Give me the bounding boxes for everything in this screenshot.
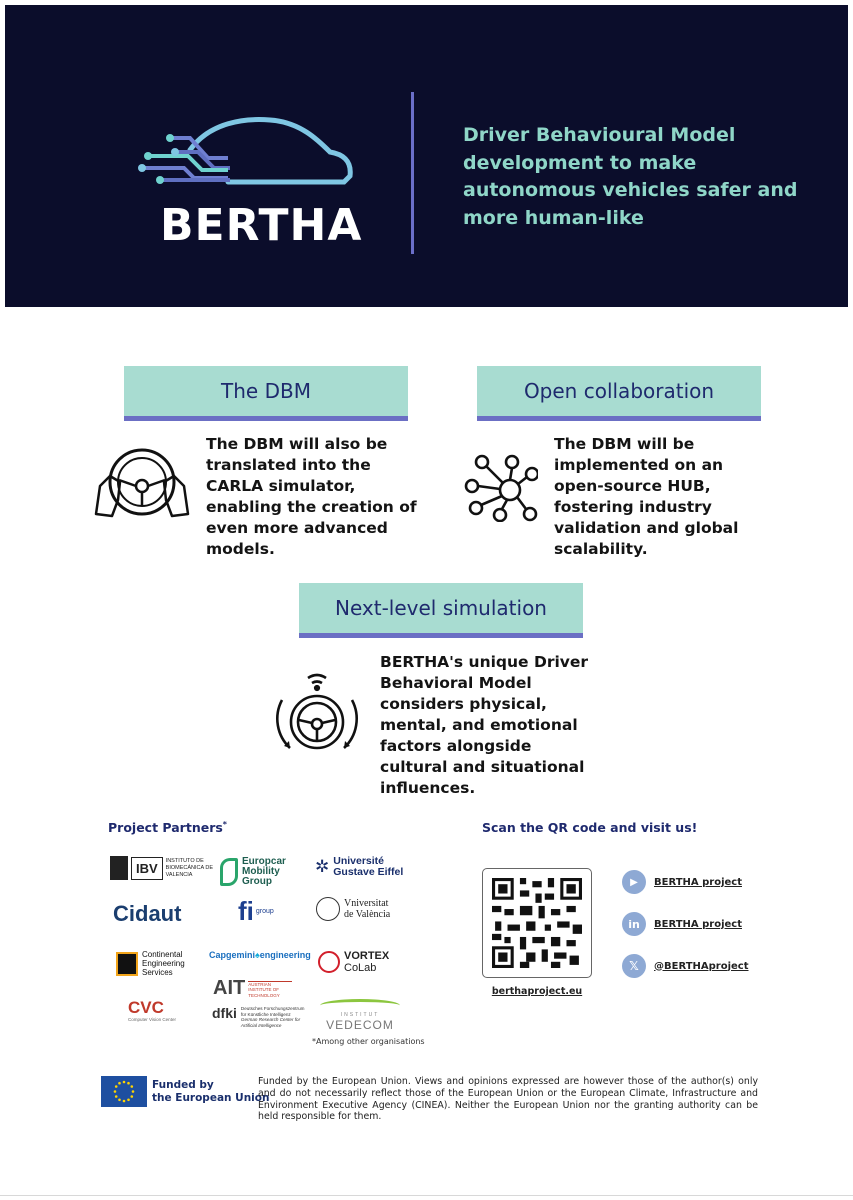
- continental-mark-icon: [116, 952, 138, 976]
- social-youtube-label: BERTHA project: [654, 876, 742, 888]
- capgemini-spade-icon: ♠: [255, 950, 260, 960]
- section-dbm-banner: [124, 366, 408, 421]
- partner-logo-vedecom: INSTITUT VEDECOM: [320, 999, 400, 1032]
- partners-footnote: *Among other organisations: [312, 1037, 425, 1046]
- section-dbm-title: The DBM: [221, 379, 311, 403]
- ibv-mark-icon: [110, 856, 128, 880]
- section-open-collab-text: The DBM will be implemented on an open-source HUB, fostering industry validation and global scalability.: [554, 435, 739, 558]
- partner-logo-cvc: CVC Computer Vision Center: [128, 998, 176, 1022]
- social-youtube[interactable]: [622, 870, 742, 894]
- bertha-logo-text: BERTHA: [160, 200, 363, 251]
- header-divider: [411, 92, 414, 254]
- funded-by-eu-label: Funded by the European Union: [152, 1079, 270, 1104]
- qr-title: Scan the QR code and visit us!: [482, 820, 698, 835]
- eu-flag-icon: [101, 1076, 147, 1107]
- partner-logo-dfki: dfki Deutsches Forschungszentrum für Künstliche Intelligenz German Research Center for Artificial Intelligence: [212, 1005, 305, 1028]
- partner-logo-cidaut: Cidaut: [113, 901, 182, 926]
- qr-frame[interactable]: [482, 868, 592, 978]
- x-icon: 𝕏: [622, 954, 646, 978]
- steering-wheel-hands-icon: [92, 442, 192, 526]
- section-open-collab-title: Open collaboration: [523, 379, 715, 403]
- bertha-car-logo-icon: [130, 110, 360, 200]
- section-next-level-title: Next-level simulation: [335, 596, 547, 620]
- partner-logo-ait: AIT AUSTRIAN INSTITUTE OF TECHNOLOGY: [213, 978, 292, 998]
- website-link[interactable]: berthaproject.eu: [491, 986, 583, 997]
- linkedin-icon: in: [622, 912, 646, 936]
- partner-logo-gustave-eiffel: ✲ Université Gustave Eiffel: [315, 855, 404, 878]
- partner-logo-capgemini: Capgemini♠engineering: [209, 950, 311, 960]
- vortex-mark-icon: [318, 951, 340, 973]
- social-linkedin[interactable]: [622, 912, 742, 936]
- social-x-label: @BERTHAproject: [654, 960, 749, 972]
- uv-seal-icon: [316, 897, 340, 921]
- vedecom-arc-icon: [320, 999, 400, 1012]
- eu-disclaimer: Funded by the European Union. Views and opinions expressed are however those of the author(s) only and do not necessarily reflect those of the European Union or the European Climate, Infrastructure and Environment Executive Agency (CINEA). Neither the European Union nor the granting authority can be held responsible for them.: [258, 1076, 758, 1123]
- youtube-icon: ▶: [622, 870, 646, 894]
- header-tagline: Driver Behavioural Model development to make autonomous vehicles safer and more human-like: [463, 124, 798, 229]
- section-next-level-text: BERTHA's unique Driver Behavioral Model considers physical, mental, and emotional factors alongside cultural and situational influences.: [380, 653, 589, 797]
- partner-logo-uv: Vniversitat de València: [316, 897, 390, 921]
- page-bottom-divider: [0, 1195, 853, 1196]
- partner-logo-vortex: VORTEX CoLab: [318, 950, 389, 974]
- partner-logo-ibv: IBV INSTITUTO DE BIOMECÁNICA DE VALENCIA: [110, 856, 216, 880]
- section-dbm-text: The DBM will also be translated into the CARLA simulator, enabling the creation of even more advanced models.: [206, 435, 417, 558]
- section-open-collab-banner: [477, 366, 761, 421]
- partner-logo-continental: Continental Engineering Services: [116, 950, 185, 977]
- section-next-level-banner: [299, 583, 583, 638]
- network-hub-icon: [462, 452, 538, 522]
- qr-code-icon: [492, 878, 582, 968]
- europcar-mark-icon: [220, 858, 238, 886]
- eiffel-star-icon: ✲: [315, 857, 330, 876]
- partners-title: Project Partners*: [108, 820, 227, 836]
- steering-wheel-signal-icon: [270, 660, 364, 760]
- partner-logo-europcar: Europcar Mobility Group: [220, 857, 286, 887]
- social-linkedin-label: BERTHA project: [654, 918, 742, 930]
- social-x[interactable]: [622, 954, 749, 978]
- partner-logo-fi-group: fi group: [238, 896, 274, 926]
